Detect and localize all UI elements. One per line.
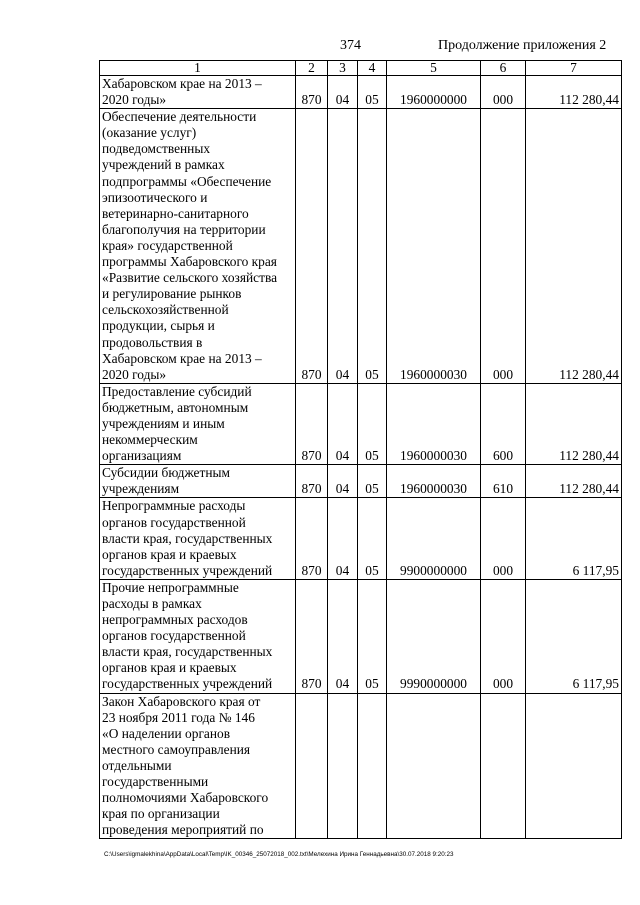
row-description bbox=[100, 693, 296, 839]
section-code: 04 bbox=[328, 76, 358, 109]
description-line: Прочие непрограммные bbox=[102, 579, 239, 595]
table-row bbox=[100, 693, 622, 839]
description-line: власти края, государственных bbox=[102, 644, 273, 660]
description-line: местного самоуправления bbox=[102, 741, 251, 757]
subsection-code: 05 bbox=[358, 579, 387, 693]
subsection-code: 05 bbox=[358, 109, 387, 384]
description-line: государственных учреждений bbox=[102, 562, 273, 578]
description-line: органов края и краевых bbox=[102, 546, 237, 562]
subsection-code: 05 bbox=[358, 465, 387, 498]
amount-value: 112 280,44 bbox=[526, 383, 622, 464]
row-description bbox=[100, 465, 296, 498]
description-line: государственных учреждений bbox=[102, 676, 273, 692]
description-line: продукции, сырья и bbox=[102, 318, 215, 334]
description-line: сельскохозяйственной bbox=[102, 302, 229, 318]
continuation-label: Продолжение приложения 2 bbox=[438, 38, 607, 53]
description-line: органов края и краевых bbox=[102, 660, 237, 676]
row-description bbox=[100, 579, 296, 693]
table-row bbox=[100, 383, 622, 464]
section-code: 04 bbox=[328, 579, 358, 693]
expense-type-code: 000 bbox=[481, 579, 526, 693]
description-line: 23 ноября 2011 года № 146 bbox=[102, 709, 255, 725]
target-article-code: 1960000030 bbox=[387, 465, 481, 498]
row-description bbox=[100, 383, 296, 464]
expense-type-code: 610 bbox=[481, 465, 526, 498]
description-line: «Развитие сельского хозяйства bbox=[102, 270, 278, 286]
target-article-code: 9900000000 bbox=[387, 498, 481, 579]
expense-type-code: 000 bbox=[481, 76, 526, 109]
column-header: 4 bbox=[358, 61, 387, 76]
section-code: 04 bbox=[328, 465, 358, 498]
description-line: проведения мероприятий по bbox=[102, 822, 264, 838]
column-header: 6 bbox=[481, 61, 526, 76]
target-article-code: 1960000000 bbox=[387, 76, 481, 109]
description-line: непрограммных расходов bbox=[102, 612, 248, 628]
table-row bbox=[100, 579, 622, 693]
target-article-code: 9990000000 bbox=[387, 579, 481, 693]
expense-type-code bbox=[481, 693, 526, 839]
page-number: 374 bbox=[340, 38, 361, 53]
row-description bbox=[100, 498, 296, 579]
description-line: ветеринарно-санитарного bbox=[102, 205, 249, 221]
description-line: Хабаровском крае на 2013 – bbox=[102, 350, 262, 366]
subsection-code: 05 bbox=[358, 383, 387, 464]
amount-value: 6 117,95 bbox=[526, 579, 622, 693]
ministry-code: 870 bbox=[296, 76, 328, 109]
budget-table bbox=[99, 60, 622, 839]
ministry-code bbox=[296, 693, 328, 839]
section-code: 04 bbox=[328, 109, 358, 384]
description-line: Непрограммные расходы bbox=[102, 498, 246, 514]
target-article-code bbox=[387, 693, 481, 839]
section-code bbox=[328, 693, 358, 839]
description-line: Хабаровском крае на 2013 – bbox=[102, 76, 262, 91]
description-line: Обеспечение деятельности bbox=[102, 109, 257, 125]
column-header: 3 bbox=[328, 61, 358, 76]
description-line: органов государственной bbox=[102, 628, 246, 644]
ministry-code: 870 bbox=[296, 579, 328, 693]
amount-value: 112 280,44 bbox=[526, 465, 622, 498]
column-header: 2 bbox=[296, 61, 328, 76]
description-line: края» государственной bbox=[102, 237, 233, 253]
table-header-row bbox=[100, 61, 622, 76]
ministry-code: 870 bbox=[296, 498, 328, 579]
file-path-footer: C:\Users\igmalekhina\AppData\Local\Temp\IK_00346_25072018_002.txt\Мелехина Ирина Геннадьевна\30.07.2018 9:20:23 bbox=[104, 851, 454, 858]
description-line: Предоставление субсидий bbox=[102, 383, 252, 399]
description-line: эпизоотического и bbox=[102, 189, 208, 205]
description-line: Закон Хабаровского края от bbox=[102, 693, 261, 709]
table-row bbox=[100, 465, 622, 498]
ministry-code: 870 bbox=[296, 465, 328, 498]
description-line: некоммерческим bbox=[102, 432, 198, 448]
column-header: 1 bbox=[100, 61, 296, 76]
amount-value: 112 280,44 bbox=[526, 109, 622, 384]
description-line: «О наделении органов bbox=[102, 725, 231, 741]
description-line: учреждениям bbox=[102, 481, 180, 497]
description-line: продовольствия в bbox=[102, 334, 203, 350]
description-line: 2020 годы» bbox=[102, 366, 167, 382]
amount-value: 6 117,95 bbox=[526, 498, 622, 579]
description-line: отдельными bbox=[102, 757, 172, 773]
description-line: края по организации bbox=[102, 806, 220, 822]
description-line: учреждениям и иным bbox=[102, 415, 225, 431]
description-line: власти края, государственных bbox=[102, 530, 273, 546]
section-code: 04 bbox=[328, 383, 358, 464]
row-description bbox=[100, 76, 296, 109]
description-line: органов государственной bbox=[102, 514, 246, 530]
table-row bbox=[100, 109, 622, 384]
amount-value bbox=[526, 693, 622, 839]
description-line: полномочиями Хабаровского bbox=[102, 790, 269, 806]
description-line: Субсидии бюджетным bbox=[102, 465, 230, 481]
table-body bbox=[100, 76, 622, 839]
expense-type-code: 000 bbox=[481, 498, 526, 579]
description-line: организациям bbox=[102, 448, 182, 464]
expense-type-code: 000 bbox=[481, 109, 526, 384]
description-line: подведомственных bbox=[102, 141, 211, 157]
subsection-code bbox=[358, 693, 387, 839]
subsection-code: 05 bbox=[358, 76, 387, 109]
description-line: программы Хабаровского края bbox=[102, 254, 277, 270]
description-line: 2020 годы» bbox=[102, 92, 167, 108]
table-row bbox=[100, 498, 622, 579]
description-line: бюджетным, автономным bbox=[102, 399, 249, 415]
section-code: 04 bbox=[328, 498, 358, 579]
table-row bbox=[100, 76, 622, 109]
description-line: благополучия на территории bbox=[102, 221, 266, 237]
description-line: государственными bbox=[102, 774, 209, 790]
amount-value: 112 280,44 bbox=[526, 76, 622, 109]
subsection-code: 05 bbox=[358, 498, 387, 579]
expense-type-code: 600 bbox=[481, 383, 526, 464]
description-line: учреждений в рамках bbox=[102, 157, 225, 173]
row-description bbox=[100, 109, 296, 384]
target-article-code: 1960000030 bbox=[387, 109, 481, 384]
ministry-code: 870 bbox=[296, 383, 328, 464]
description-line: и регулирование рынков bbox=[102, 286, 242, 302]
ministry-code: 870 bbox=[296, 109, 328, 384]
description-line: подпрограммы «Обеспечение bbox=[102, 173, 272, 189]
description-line: расходы в рамках bbox=[102, 596, 202, 611]
target-article-code: 1960000030 bbox=[387, 383, 481, 464]
column-header: 5 bbox=[387, 61, 481, 76]
description-line: (оказание услуг) bbox=[102, 125, 197, 141]
column-header: 7 bbox=[526, 61, 622, 76]
